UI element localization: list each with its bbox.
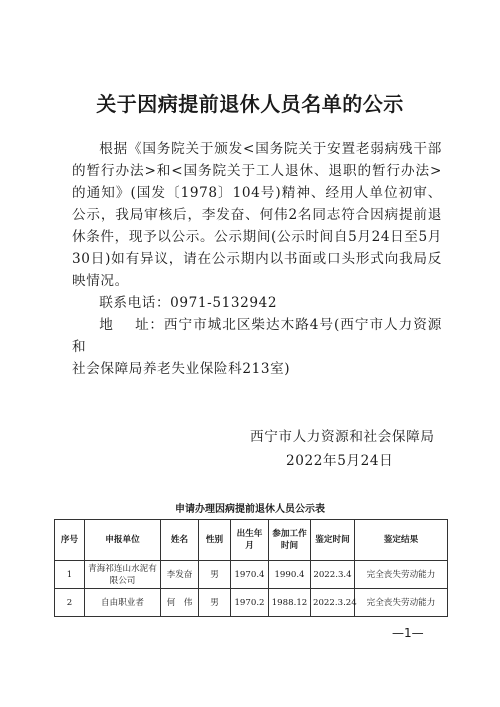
page-number: —1— (392, 626, 424, 640)
address-label-part-b: 址： (135, 317, 164, 333)
cell-gender: 男 (199, 561, 231, 589)
contact-phone: 联系电话：0971-5132942 (99, 295, 278, 311)
cell-unit: 青海祁连山水泥有限公司 (85, 561, 161, 589)
header-gender: 性别 (199, 520, 231, 561)
address-label (72, 314, 164, 336)
table-row (55, 561, 448, 589)
cell-index: 2 (55, 589, 85, 617)
cell-appraisal-result: 完全丧失劳动能力 (355, 561, 448, 589)
address-line-2: 社会保障局养老失业保险科213室) (72, 361, 291, 377)
address-value: 西宁市城北区柴达木路4号(西宁市人力资源和 (72, 317, 442, 355)
notice-body (72, 138, 442, 380)
signature-date: 2022年5月24日 (286, 453, 394, 469)
notice-paragraph: 根据《国务院关于颁发<国务院关于安置老弱病残干部的暂行办法>和<国务院关于工人退休、退职的暂行办法>的通知》(国发〔1978〕104号)精神、经用人单位初审、公示，我局审核后，李发奋、何伟2名同志符合因病提前退休条件，现予以公示。公示期间(公示时间自5月24日至5月30日)如有异议，请在公示期内以书面或口头形式向我局反映情况。 (72, 141, 442, 289)
cell-appraisal-date: 2022.3.24 (311, 589, 355, 617)
header-unit: 申报单位 (85, 520, 161, 561)
page-title: 关于因病提前退休人员名单的公示 (96, 92, 404, 116)
header-birth: 出生年月 (231, 520, 269, 561)
cell-unit: 自由职业者 (85, 589, 161, 617)
header-index: 序号 (55, 520, 85, 561)
signature-org: 西宁市人力资源和社会保障局 (250, 429, 435, 445)
address-line (72, 314, 442, 358)
cell-work-start: 1988.12 (269, 589, 311, 617)
retiree-table (54, 519, 448, 617)
header-name: 姓名 (161, 520, 199, 561)
header-appraisal-date: 鉴定时间 (311, 520, 355, 561)
cell-birth: 1970.4 (231, 561, 269, 589)
cell-gender: 男 (199, 589, 231, 617)
table-title: 申请办理因病提前退休人员公示表 (175, 504, 325, 515)
cell-name: 李发奋 (161, 561, 199, 589)
table-row (55, 589, 448, 617)
cell-birth: 1970.2 (231, 589, 269, 617)
header-work-start: 参加工作时间 (269, 520, 311, 561)
cell-appraisal-result: 完全丧失劳动能力 (355, 589, 448, 617)
cell-index: 1 (55, 561, 85, 589)
cell-appraisal-date: 2022.3.4 (311, 561, 355, 589)
cell-work-start: 1990.4 (269, 561, 311, 589)
address-label-part-a: 地 (99, 317, 114, 333)
header-appraisal-result: 鉴定结果 (355, 520, 448, 561)
table-header-row (55, 520, 448, 561)
cell-name: 何 伟 (161, 589, 199, 617)
